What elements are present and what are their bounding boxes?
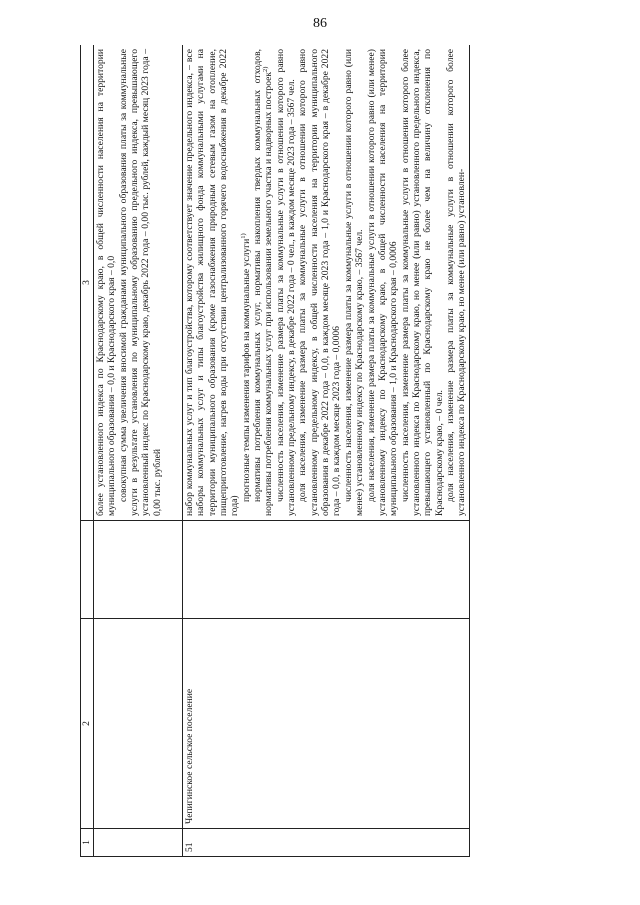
paragraph-population-equal: численность населения, изменение размера платы за коммунальные услуги в отношении которого равно установленному предельному индексу, в декабре 2022 года – 0 чел., в каждом месяце 2023 года – 3567 чел. [274, 49, 298, 516]
header-col-2: 2 [81, 619, 94, 829]
rotated-table-frame [80, 45, 595, 857]
settlement-name: Чепигинское сельское поселение [183, 619, 470, 829]
table-header-row [81, 45, 94, 857]
page-number: 86 [313, 16, 327, 31]
paragraph-tariff-rates [241, 49, 252, 516]
cell-empty [94, 619, 183, 829]
cell-empty [183, 521, 470, 619]
paragraph-share-equal: доля населения, изменение размера платы за коммунальные услуги в отношении которого равно установленному предельному индексу, в общей численности населения на территории муниципального образования в декабре 2022 года – 0,0, в каждом месяце 2023 года – 1,0 и Краснодарского края – в декабре 2022 года – 0,0, в каждом месяце 2023 года – 0,0006 [297, 49, 343, 516]
rotated-table-content [80, 45, 595, 857]
continuation-line-1: более установленного индекса по Краснодарскому краю, в общей численности населения на территории муниципального образования – 0,0 и Краснодарского края – 0,0 [95, 49, 118, 516]
paragraph-tariff-rates-text: прогнозные темпы изменения тарифов на коммунальные услуги [240, 238, 252, 502]
table-row-continuation [94, 45, 183, 857]
footnote-mark-1: 1) [239, 233, 247, 239]
header-col-3: 3 [81, 45, 94, 521]
paragraph-population-above-region: численность населения, изменение размера платы за коммунальные услуги в отношении которого более установленного индекса по Краснодарскому краю, но менее (или равно) установленного предельного индекса, превышающего установленный по Краснодарскому краю не более чем на величину отклонения по Краснодарскому краю, – 0 чел. [399, 49, 445, 516]
row-description [183, 45, 470, 521]
paragraph-norms-text: нормативы потребления коммунальных услуг, нормативы накопления твердых коммунальных отходов, нормативы потребления коммунальных услуг при использовании земельного участка и надворных построек [252, 49, 275, 516]
header-col-1: 1 [81, 829, 94, 857]
continuation-line-2: совокупная сумма увеличения вносимой гражданами муниципального образования платы за коммунальные услуги в результате установления по муниципальному образованию предельного индекса, превышающего установленный индекс по Краснодарскому краю, декабрь 2022 года – 0,00 тыс. рублей, каждый месяц 2023 года – 0,00 тыс. рублей [117, 49, 163, 516]
paragraph-population-le-region: численность населения, изменение размера платы за коммунальные услуги в отношении которого равно (или менее) установленному индексу по Краснодарскому краю, – 3567 чел. [342, 49, 366, 516]
cell-continuation-text [94, 45, 183, 521]
paragraph-share-le-region: доля населения, изменение размера платы за коммунальные услуги в отношении которого равно (или менее) установленному индексу по Краснодарскому краю, в общей численности населения на территории муниципального образования – 1,0 и Краснодарского края – 0,0006 [365, 49, 400, 516]
footnote-mark-2: 2) [262, 66, 270, 72]
paragraph-set-of-services: набор коммунальных услуг и тип благоустройства, которому соответствует значение предельного индекса, – все наборы коммунальных услуг и типы благоустройства жилищного фонда коммунальными услугами на территории муниципального образования (кроме газоснабжения природным сетевым газом на отопление, пищеприготовление, нагрев воды при отсутствии централизованного горячего водоснабжения в декабре 2022 года) [184, 49, 241, 516]
row-number: 51 [183, 829, 470, 857]
table-row-51 [183, 45, 470, 857]
paragraph-norms [252, 49, 275, 516]
cell-empty [94, 829, 183, 857]
paragraph-share-above-region: доля населения, изменение размера платы за коммунальные услуги в отношении которого более установленного индекса по Краснодарскому краю, но менее (или равно) установлен- [444, 49, 468, 516]
header-col-empty [81, 521, 94, 619]
cell-empty [94, 521, 183, 619]
data-table [80, 45, 470, 857]
